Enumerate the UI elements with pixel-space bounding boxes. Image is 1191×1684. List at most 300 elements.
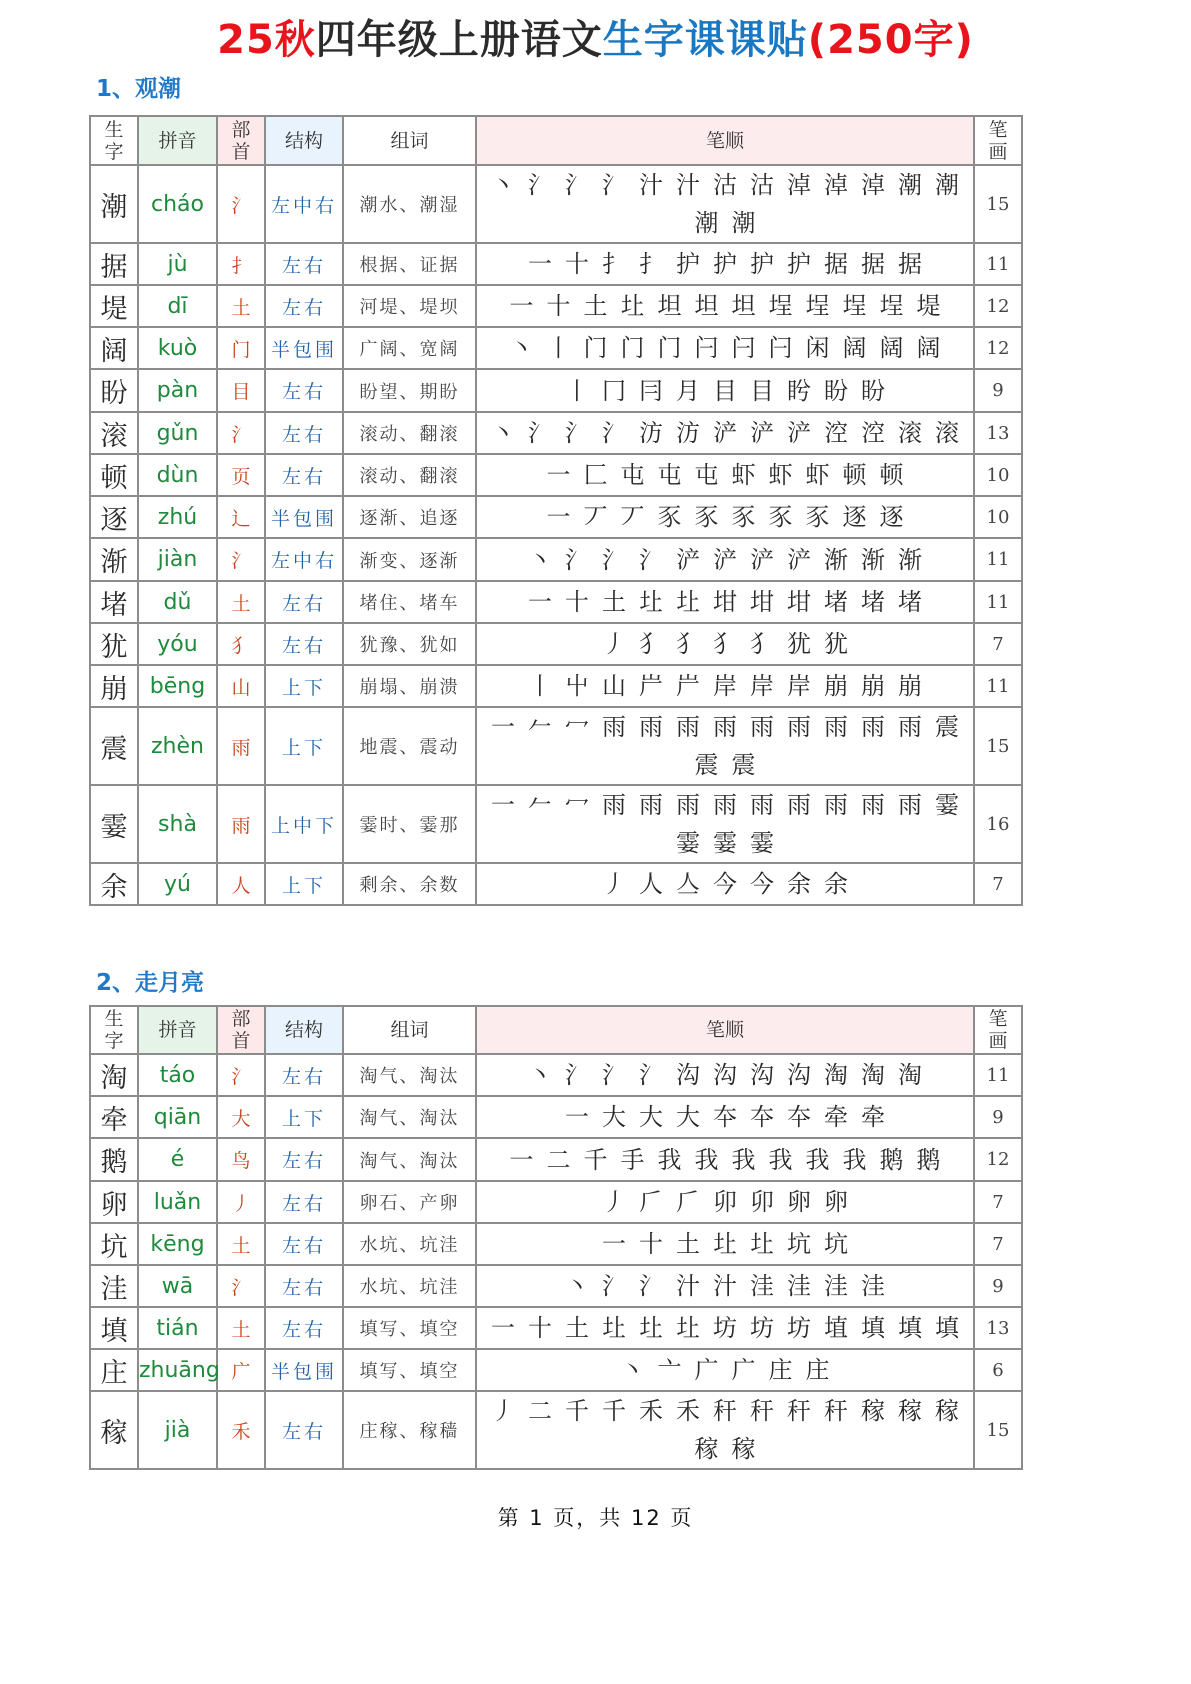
stroke-step: 汸 <box>676 419 700 447</box>
stroke-step: 屯 <box>657 461 682 489</box>
stroke-step: 坩 <box>787 588 811 616</box>
stroke-count-cell: 15 <box>974 165 1022 243</box>
stroke-step: 今 <box>750 870 774 898</box>
stroke-step: 氵 <box>602 419 626 447</box>
stroke-step: 禾 <box>676 1397 700 1425</box>
stroke-step: 目 <box>713 376 737 405</box>
table-row <box>90 1138 1022 1181</box>
structure-cell: 上下 <box>265 665 343 707</box>
table-row <box>90 863 1022 905</box>
stroke-step: 丶 <box>491 419 515 447</box>
stroke-step: 雨 <box>713 791 737 819</box>
header-char: 生字 <box>90 1006 138 1054</box>
stroke-count-cell: 7 <box>974 623 1022 665</box>
stroke-step: 渐 <box>861 545 885 574</box>
stroke-order-cell <box>476 1096 974 1138</box>
stroke-step: 雨 <box>676 713 700 741</box>
stroke-step: 潮 <box>935 171 959 199</box>
structure-cell: 上下 <box>265 1096 343 1138</box>
table-row <box>90 785 1022 863</box>
stroke-step: 一 <box>491 1314 515 1342</box>
stroke-step: 氵 <box>602 171 626 199</box>
table-row <box>90 665 1022 707</box>
stroke-step: 秆 <box>824 1397 848 1425</box>
stroke-step: 洼 <box>861 1272 885 1300</box>
stroke-order-cell <box>476 1223 974 1265</box>
stroke-step: 稼 <box>731 1435 756 1463</box>
stroke-step: 震 <box>694 751 719 779</box>
radical-cell: 氵 <box>217 538 265 581</box>
stroke-order-cell <box>476 1391 974 1469</box>
stroke-step: 山 <box>602 672 626 700</box>
character-table-2 <box>89 1005 1023 1470</box>
stroke-step: 丨 <box>565 376 589 405</box>
stroke-order-cell <box>476 496 974 538</box>
words-cell: 崩塌、崩溃 <box>343 665 476 707</box>
structure-cell: 上中下 <box>265 785 343 863</box>
stroke-step: 豕 <box>657 503 682 531</box>
stroke-step: 汁 <box>676 1272 700 1300</box>
stroke-order-cell <box>476 369 974 412</box>
pinyin-cell: luǎn <box>138 1181 217 1223</box>
stroke-step: 淖 <box>861 171 885 199</box>
words-cell: 霎时、霎那 <box>343 785 476 863</box>
words-cell: 逐渐、追逐 <box>343 496 476 538</box>
stroke-step: 一 <box>565 1103 589 1131</box>
stroke-step: 氵 <box>565 419 589 447</box>
table-body-1 <box>90 165 1022 905</box>
words-cell: 卵石、产卵 <box>343 1181 476 1223</box>
words-cell: 堵住、堵车 <box>343 581 476 623</box>
stroke-step: 逐 <box>879 503 904 531</box>
stroke-step: 雨 <box>787 713 811 741</box>
stroke-step: 丶 <box>620 1356 645 1384</box>
stroke-step: 丶 <box>528 1061 552 1089</box>
structure-cell: 半包围 <box>265 327 343 369</box>
page-title <box>0 12 1191 68</box>
title-count: (250字) <box>807 17 974 63</box>
char-cell: 崩 <box>90 665 138 707</box>
stroke-step: 余 <box>787 870 811 898</box>
stroke-step: 一 <box>546 461 571 489</box>
stroke-step: 坊 <box>750 1314 774 1342</box>
stroke-step: 丶 <box>509 334 534 362</box>
structure-cell: 左右 <box>265 243 343 285</box>
pinyin-cell: cháo <box>138 165 217 243</box>
stroke-order-cell <box>476 1138 974 1181</box>
section-title-1: 1、观潮 <box>96 76 182 102</box>
char-cell: 霎 <box>90 785 138 863</box>
stroke-step: 我 <box>731 1145 756 1174</box>
radical-cell: 氵 <box>217 412 265 454</box>
stroke-order-cell <box>476 581 974 623</box>
stroke-count-cell: 9 <box>974 1265 1022 1307</box>
words-cell: 填写、填空 <box>343 1349 476 1391</box>
stroke-step: 土 <box>583 292 608 320</box>
stroke-step: 潮 <box>898 171 922 199</box>
stroke-step: 我 <box>768 1145 793 1174</box>
stroke-step: 亠 <box>657 1356 682 1384</box>
stroke-step: 丿 <box>602 630 626 658</box>
stroke-step: 闩 <box>731 334 756 362</box>
stroke-step: 浐 <box>787 545 811 574</box>
stroke-order-cell <box>476 454 974 496</box>
header-words: 组词 <box>343 116 476 165</box>
stroke-step: 雨 <box>639 713 663 741</box>
stroke-step: 填 <box>935 1314 959 1342</box>
stroke-step: 犹 <box>824 630 848 658</box>
stroke-step: 冃 <box>639 376 663 405</box>
header-radical: 部首 <box>217 116 265 165</box>
stroke-step: 氵 <box>639 545 663 574</box>
stroke-count-cell: 12 <box>974 327 1022 369</box>
stroke-step: 汁 <box>713 1272 737 1300</box>
stroke-step: 丆 <box>620 503 645 531</box>
radical-cell: 氵 <box>217 1265 265 1307</box>
table-row <box>90 369 1022 412</box>
stroke-step: 𠂉 <box>528 713 552 741</box>
stroke-step: 盼 <box>861 376 885 405</box>
stroke-step: 氵 <box>639 1061 663 1089</box>
char-cell: 稼 <box>90 1391 138 1469</box>
stroke-count-cell: 12 <box>974 1138 1022 1181</box>
stroke-order-cell <box>476 243 974 285</box>
stroke-step: 氵 <box>602 1272 626 1300</box>
stroke-count-cell: 10 <box>974 496 1022 538</box>
stroke-step: 渐 <box>898 545 922 574</box>
stroke-order-cell <box>476 412 974 454</box>
stroke-step: 犭 <box>713 630 737 658</box>
stroke-step: 汁 <box>639 171 663 199</box>
stroke-step: 圵 <box>620 292 645 320</box>
stroke-step: 填 <box>898 1314 922 1342</box>
stroke-step: 丿 <box>602 1188 626 1216</box>
char-cell: 填 <box>90 1307 138 1349</box>
stroke-step: 屯 <box>694 461 719 489</box>
stroke-step: 稼 <box>694 1435 719 1463</box>
stroke-step: 屵 <box>676 672 700 700</box>
stroke-step: 护 <box>676 250 700 278</box>
stroke-step: 圵 <box>639 1314 663 1342</box>
table-row <box>90 538 1022 581</box>
stroke-step: 沟 <box>676 1061 700 1089</box>
stroke-order-cell <box>476 285 974 327</box>
words-cell: 淘气、淘汰 <box>343 1138 476 1181</box>
table-row <box>90 1096 1022 1138</box>
stroke-step: 雨 <box>861 713 885 741</box>
stroke-step: 岸 <box>787 672 811 700</box>
words-cell: 渐变、逐渐 <box>343 538 476 581</box>
stroke-step: 秆 <box>787 1397 811 1425</box>
stroke-step: 𠂉 <box>528 791 552 819</box>
pinyin-cell: wā <box>138 1265 217 1307</box>
stroke-count-cell: 13 <box>974 1307 1022 1349</box>
stroke-step: 圵 <box>750 1230 774 1258</box>
char-cell: 顿 <box>90 454 138 496</box>
char-cell: 洼 <box>90 1265 138 1307</box>
stroke-step: 顿 <box>879 461 904 489</box>
stroke-step: 卵 <box>824 1188 848 1216</box>
pinyin-cell: zhèn <box>138 707 217 785</box>
words-cell: 根据、证据 <box>343 243 476 285</box>
stroke-step: 雨 <box>898 713 922 741</box>
structure-cell: 左右 <box>265 412 343 454</box>
radical-cell: 山 <box>217 665 265 707</box>
stroke-order-cell <box>476 538 974 581</box>
stroke-step: 丶 <box>528 545 552 574</box>
table-row <box>90 165 1022 243</box>
table-header-row <box>90 1006 1022 1054</box>
stroke-step: 坩 <box>750 588 774 616</box>
stroke-step: 堵 <box>898 588 922 616</box>
words-cell: 庄稼、稼穑 <box>343 1391 476 1469</box>
stroke-step: 汸 <box>639 419 663 447</box>
header-words: 组词 <box>343 1006 476 1054</box>
stroke-step: 堤 <box>916 292 941 320</box>
stroke-step: 一 <box>528 588 552 616</box>
radical-cell: 人 <box>217 863 265 905</box>
words-cell: 淘气、淘汰 <box>343 1096 476 1138</box>
stroke-step: 卵 <box>787 1188 811 1216</box>
radical-cell: 目 <box>217 369 265 412</box>
pinyin-cell: qiān <box>138 1096 217 1138</box>
stroke-step: 圵 <box>602 1314 626 1342</box>
stroke-count-cell: 7 <box>974 863 1022 905</box>
stroke-step: 氵 <box>565 1061 589 1089</box>
stroke-step: 亼 <box>676 870 700 898</box>
stroke-step: 渐 <box>824 545 848 574</box>
stroke-step: 卯 <box>750 1188 774 1216</box>
stroke-step: 埕 <box>879 292 904 320</box>
char-cell: 逐 <box>90 496 138 538</box>
stroke-step: 稼 <box>935 1397 959 1425</box>
stroke-step: 沽 <box>713 171 737 199</box>
stroke-step: 汁 <box>676 171 700 199</box>
stroke-step: 闩 <box>694 334 719 362</box>
structure-cell: 上下 <box>265 863 343 905</box>
stroke-step: 洼 <box>787 1272 811 1300</box>
pinyin-cell: kēng <box>138 1223 217 1265</box>
stroke-step: 护 <box>713 250 737 278</box>
stroke-order-cell <box>476 1349 974 1391</box>
char-cell: 牵 <box>90 1096 138 1138</box>
stroke-step: 土 <box>565 1314 589 1342</box>
stroke-step: 圵 <box>676 1314 700 1342</box>
structure-cell: 左右 <box>265 1223 343 1265</box>
words-cell: 剩余、余数 <box>343 863 476 905</box>
structure-cell: 左右 <box>265 285 343 327</box>
stroke-step: 坑 <box>824 1230 848 1258</box>
char-cell: 堤 <box>90 285 138 327</box>
stroke-step: 潮 <box>731 209 756 237</box>
words-cell: 水坑、坑洼 <box>343 1223 476 1265</box>
radical-cell: 土 <box>217 1307 265 1349</box>
table-header-row <box>90 116 1022 165</box>
stroke-count-cell: 16 <box>974 785 1022 863</box>
char-cell: 盼 <box>90 369 138 412</box>
radical-cell: 土 <box>217 1223 265 1265</box>
stroke-step: 逐 <box>842 503 867 531</box>
stroke-step: 雨 <box>750 713 774 741</box>
stroke-step: 二 <box>528 1397 552 1425</box>
stroke-step: 涳 <box>824 419 848 447</box>
stroke-step: 浐 <box>750 419 774 447</box>
stroke-step: 护 <box>750 250 774 278</box>
table-row <box>90 243 1022 285</box>
radical-cell: 扌 <box>217 243 265 285</box>
page-footer: 第 1 页，共 12 页 <box>497 1506 694 1530</box>
stroke-step: 土 <box>602 588 626 616</box>
stroke-step: 扌 <box>639 250 663 278</box>
stroke-step: 闩 <box>768 334 793 362</box>
char-cell: 据 <box>90 243 138 285</box>
stroke-step: 埴 <box>824 1314 848 1342</box>
pinyin-cell: shà <box>138 785 217 863</box>
table-row <box>90 1265 1022 1307</box>
stroke-step: 豕 <box>768 503 793 531</box>
stroke-step: 滚 <box>935 419 959 447</box>
stroke-step: 据 <box>824 250 848 278</box>
stroke-step: 人 <box>639 870 663 898</box>
char-cell: 犹 <box>90 623 138 665</box>
pinyin-cell: gǔn <box>138 412 217 454</box>
header-stroke-order: 笔顺 <box>476 116 974 165</box>
pinyin-cell: kuò <box>138 327 217 369</box>
stroke-step: 虾 <box>805 461 830 489</box>
stroke-step: 浐 <box>713 545 737 574</box>
structure-cell: 左中右 <box>265 165 343 243</box>
stroke-step: 𠂆 <box>639 1188 663 1216</box>
radical-cell: 门 <box>217 327 265 369</box>
stroke-step: 虾 <box>768 461 793 489</box>
char-cell: 堵 <box>90 581 138 623</box>
pinyin-cell: jù <box>138 243 217 285</box>
stroke-step: 雨 <box>824 713 848 741</box>
structure-cell: 上下 <box>265 707 343 785</box>
stroke-step: 淖 <box>787 171 811 199</box>
stroke-step: 氵 <box>528 171 552 199</box>
char-cell: 潮 <box>90 165 138 243</box>
stroke-step: 广 <box>694 1356 719 1384</box>
stroke-step: 扌 <box>602 250 626 278</box>
stroke-step: 埕 <box>768 292 793 320</box>
stroke-order-cell <box>476 327 974 369</box>
pinyin-cell: yóu <box>138 623 217 665</box>
stroke-count-cell: 15 <box>974 1391 1022 1469</box>
structure-cell: 半包围 <box>265 1349 343 1391</box>
pinyin-cell: táo <box>138 1054 217 1096</box>
stroke-step: 卯 <box>713 1188 737 1216</box>
pinyin-cell: pàn <box>138 369 217 412</box>
stroke-step: 岸 <box>750 672 774 700</box>
title-year: 25秋 <box>217 17 316 63</box>
stroke-step: 豕 <box>805 503 830 531</box>
char-cell: 震 <box>90 707 138 785</box>
stroke-step: 余 <box>824 870 848 898</box>
stroke-step: 夲 <box>713 1103 737 1131</box>
title-grade: 四年级上册语文 <box>315 17 603 63</box>
structure-cell: 半包围 <box>265 496 343 538</box>
table-row <box>90 1391 1022 1469</box>
char-cell: 滚 <box>90 412 138 454</box>
stroke-step: 雨 <box>602 791 626 819</box>
structure-cell: 左右 <box>265 369 343 412</box>
stroke-step: 今 <box>713 870 737 898</box>
stroke-step: 大 <box>676 1103 700 1131</box>
structure-cell: 左中右 <box>265 538 343 581</box>
stroke-step: 禾 <box>639 1397 663 1425</box>
words-cell: 广阔、宽阔 <box>343 327 476 369</box>
stroke-step: 阔 <box>879 334 904 362</box>
table-row <box>90 1349 1022 1391</box>
header-stroke-count: 笔画 <box>974 116 1022 165</box>
stroke-step: 虾 <box>731 461 756 489</box>
pinyin-cell: jià <box>138 1391 217 1469</box>
stroke-step: 丆 <box>583 503 608 531</box>
pinyin-cell: dǔ <box>138 581 217 623</box>
stroke-step: 一 <box>491 791 515 819</box>
stroke-step: 丶 <box>491 171 515 199</box>
structure-cell: 左右 <box>265 1307 343 1349</box>
stroke-step: 霎 <box>935 791 959 819</box>
stroke-step: 埕 <box>805 292 830 320</box>
words-cell: 淘气、淘汰 <box>343 1054 476 1096</box>
stroke-step: 雨 <box>750 791 774 819</box>
header-structure: 结构 <box>265 1006 343 1054</box>
radical-cell: 页 <box>217 454 265 496</box>
table-row <box>90 1181 1022 1223</box>
stroke-step: 秆 <box>713 1397 737 1425</box>
stroke-step: 一 <box>509 1145 534 1174</box>
stroke-step: 盼 <box>824 376 848 405</box>
stroke-count-cell: 13 <box>974 412 1022 454</box>
stroke-step: 土 <box>676 1230 700 1258</box>
radical-cell: 氵 <box>217 165 265 243</box>
char-cell: 鹅 <box>90 1138 138 1181</box>
stroke-step: 岸 <box>713 672 737 700</box>
char-cell: 渐 <box>90 538 138 581</box>
char-cell: 阔 <box>90 327 138 369</box>
stroke-step: 冂 <box>602 376 626 405</box>
header-stroke-order: 笔顺 <box>476 1006 974 1054</box>
stroke-step: 犹 <box>787 630 811 658</box>
stroke-step: 氵 <box>565 545 589 574</box>
words-cell: 河堤、堤坝 <box>343 285 476 327</box>
header-stroke-count: 笔画 <box>974 1006 1022 1054</box>
table-row <box>90 496 1022 538</box>
stroke-count-cell: 11 <box>974 243 1022 285</box>
stroke-step: 冖 <box>565 791 589 819</box>
structure-cell: 左右 <box>265 1391 343 1469</box>
stroke-step: 涳 <box>861 419 885 447</box>
stroke-step: 霎 <box>676 829 700 857</box>
stroke-step: 一 <box>528 250 552 278</box>
stroke-step: 大 <box>602 1103 626 1131</box>
stroke-step: 丿 <box>491 1397 515 1425</box>
stroke-step: 洼 <box>824 1272 848 1300</box>
stroke-step: 目 <box>750 376 774 405</box>
table-row <box>90 1054 1022 1096</box>
stroke-step: 淘 <box>861 1061 885 1089</box>
pinyin-cell: zhú <box>138 496 217 538</box>
radical-cell: 丿 <box>217 1181 265 1223</box>
stroke-step: 堵 <box>824 588 848 616</box>
words-cell: 地震、震动 <box>343 707 476 785</box>
stroke-step: 闲 <box>805 334 830 362</box>
header-structure: 结构 <box>265 116 343 165</box>
pinyin-cell: bēng <box>138 665 217 707</box>
stroke-step: 坑 <box>787 1230 811 1258</box>
